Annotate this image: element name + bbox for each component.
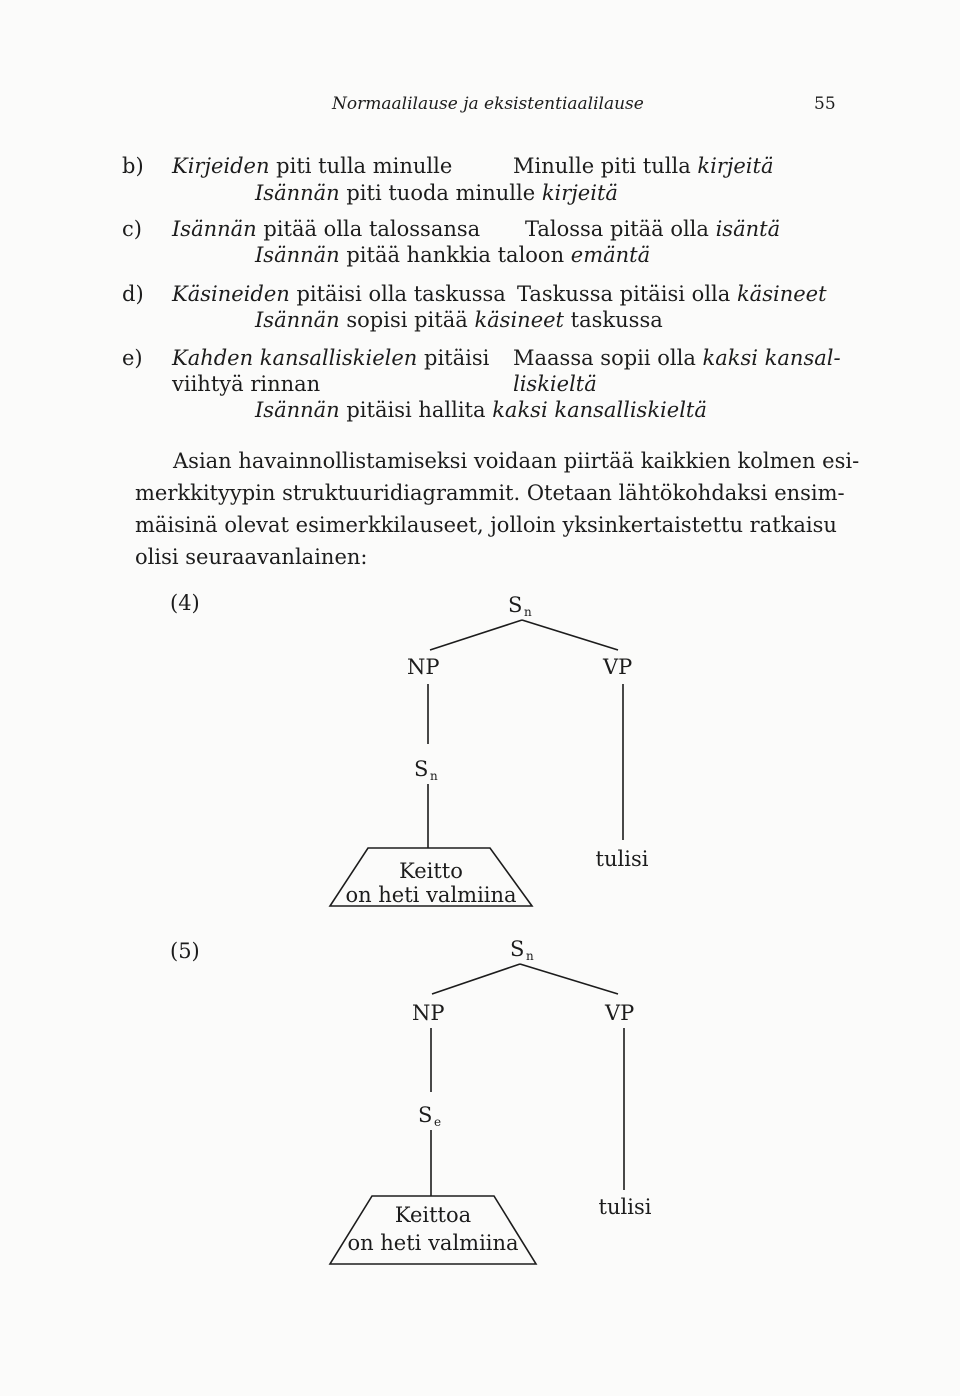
tree-edge xyxy=(520,964,618,994)
example-right-continuation: liskieltä xyxy=(513,372,597,396)
embedded-s-subscript: n xyxy=(430,769,438,783)
example-right-sentence: Minulle piti tulla kirjeitä xyxy=(513,154,774,178)
example-left-sentence: Käsineiden pitäisi olla taskussa xyxy=(172,282,506,306)
example-right-sentence: Talossa pitää olla isäntä xyxy=(525,217,781,241)
triangle-line: Keittoa xyxy=(394,1203,472,1227)
vp-node: VP xyxy=(605,1001,635,1025)
example-right-sentence: Maassa sopii olla kaksi kansal- xyxy=(513,346,841,370)
root-node-subscript: n xyxy=(526,949,534,963)
paragraph-line: olisi seuraavanlainen: xyxy=(135,545,368,569)
np-node: NP xyxy=(407,655,440,679)
example-label: c) xyxy=(122,217,142,241)
example-left-sentence: Isännän pitää olla talossansa xyxy=(172,217,481,241)
triangle-line: Keitto xyxy=(399,859,463,883)
tree-edge xyxy=(522,620,618,650)
page-number: 55 xyxy=(814,94,836,114)
root-node: S xyxy=(510,937,525,961)
triangle-line: on heti valmiina xyxy=(345,883,517,907)
paragraph-line: merkkityypin struktuuridiagrammit. Otetaan lähtökohdaksi ensim- xyxy=(135,481,845,505)
example-right-sentence: Taskussa pitäisi olla käsineet xyxy=(517,282,827,306)
triangle-line: on heti valmiina xyxy=(347,1231,519,1255)
np-node: NP xyxy=(412,1001,445,1025)
example-label: b) xyxy=(122,154,144,178)
paragraph-line: Asian havainnollistamiseksi voidaan piirtää kaikkien kolmen esi- xyxy=(173,449,860,473)
verb-leaf: tulisi xyxy=(598,1195,652,1219)
example-third-sentence: Isännän piti tuoda minulle kirjeitä xyxy=(255,181,618,205)
tree-edge xyxy=(432,964,520,994)
verb-leaf: tulisi xyxy=(595,847,649,871)
root-node-subscript: n xyxy=(524,605,532,619)
example-label: e) xyxy=(122,346,143,370)
vp-node: VP xyxy=(603,655,633,679)
embedded-s-node: S xyxy=(418,1103,433,1127)
example-label: d) xyxy=(122,282,144,306)
paragraph-line: mäisinä olevat esimerkkilauseet, jolloin yksinkertaistettu ratkaisu xyxy=(135,513,837,537)
example-left-sentence: Kirjeiden piti tulla minulle xyxy=(172,154,453,178)
example-third-sentence: Isännän sopisi pitää käsineet taskussa xyxy=(255,308,663,332)
example-third-sentence: Isännän pitää hankkia taloon emäntä xyxy=(255,243,651,267)
running-title: Normaalilause ja eksistentiaalilause xyxy=(332,94,644,114)
example-third-sentence: Isännän pitäisi hallita kaksi kansalliskieltä xyxy=(255,398,707,422)
tree-edge xyxy=(430,620,522,650)
example-number: (4) xyxy=(170,591,200,615)
example-left-continuation: viihtyä rinnan xyxy=(172,372,321,396)
embedded-s-subscript: e xyxy=(434,1115,442,1129)
embedded-s-node: S xyxy=(414,757,429,781)
root-node: S xyxy=(508,593,523,617)
example-left-sentence: Kahden kansalliskielen pitäisi xyxy=(172,346,490,370)
example-number: (5) xyxy=(170,939,200,963)
